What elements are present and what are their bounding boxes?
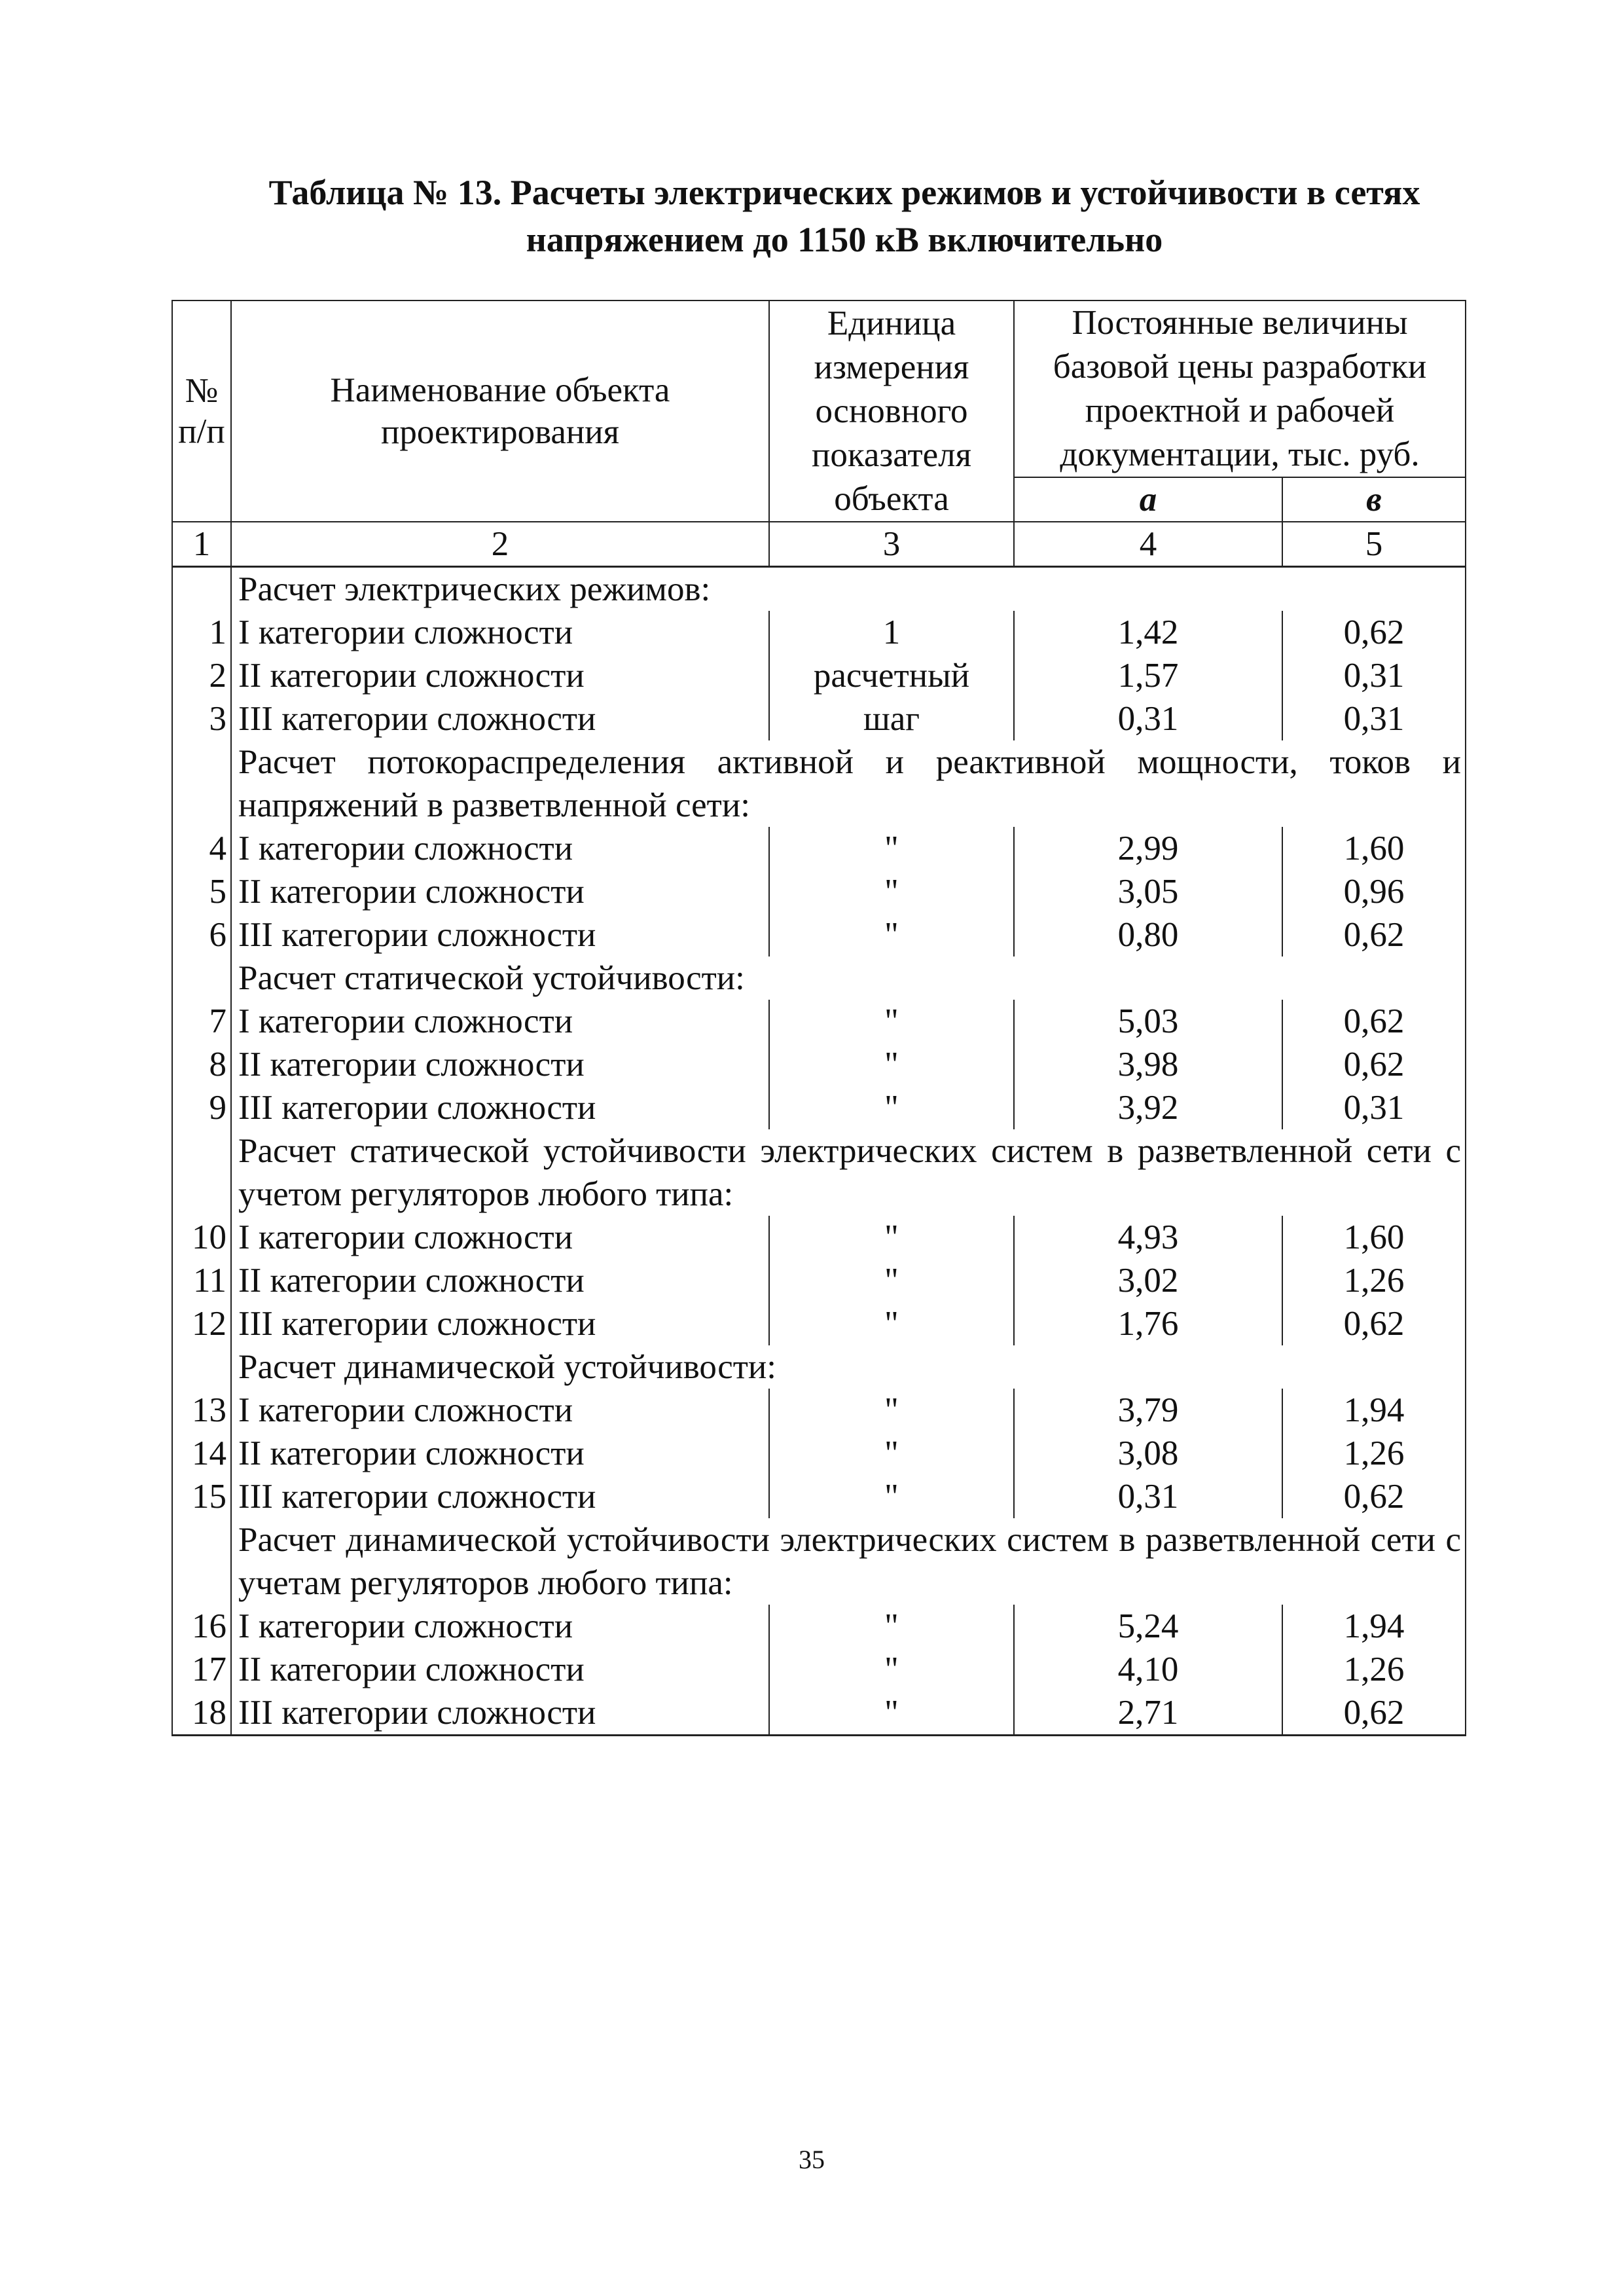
row-name: II категории сложности	[231, 870, 769, 913]
row-value-a: 3,05	[1014, 870, 1282, 913]
group-number-cell	[172, 1345, 231, 1389]
column-number: 1	[172, 522, 231, 567]
table-row	[172, 1216, 1466, 1259]
row-value-a: 0,31	[1014, 1475, 1282, 1518]
row-value-a: 2,99	[1014, 827, 1282, 870]
row-unit: "	[769, 1302, 1014, 1345]
row-name: II категории сложности	[231, 654, 769, 697]
group-title-row	[172, 1129, 1466, 1216]
row-name: III категории сложности	[231, 697, 769, 740]
row-unit: "	[769, 1475, 1014, 1518]
row-number: 2	[172, 654, 231, 697]
group-title-row	[172, 1345, 1466, 1389]
row-name: I категории сложности	[231, 827, 769, 870]
group-number-cell	[172, 1518, 231, 1605]
row-unit: "	[769, 827, 1014, 870]
row-value-b: 0,62	[1282, 1302, 1466, 1345]
row-value-b: 0,62	[1282, 1691, 1466, 1736]
table-row	[172, 1000, 1466, 1043]
row-value-b: 0,31	[1282, 654, 1466, 697]
row-name: I категории сложности	[231, 1000, 769, 1043]
row-unit: "	[769, 870, 1014, 913]
column-number: 2	[231, 522, 769, 567]
row-value-b: 0,31	[1282, 697, 1466, 740]
row-number: 7	[172, 1000, 231, 1043]
row-number: 1	[172, 611, 231, 654]
group-title: Расчет динамической устойчивости:	[231, 1345, 1466, 1389]
group-title: Расчет электрических режимов:	[231, 567, 1466, 611]
table-row	[172, 697, 1466, 740]
row-unit: 1	[769, 611, 1014, 654]
row-number: 12	[172, 1302, 231, 1345]
row-value-a: 1,57	[1014, 654, 1282, 697]
row-value-a: 1,76	[1014, 1302, 1282, 1345]
row-name: I категории сложности	[231, 611, 769, 654]
row-value-b: 1,94	[1282, 1389, 1466, 1432]
row-value-a: 5,24	[1014, 1605, 1282, 1648]
row-name: III категории сложности	[231, 1475, 769, 1518]
row-value-b: 0,62	[1282, 611, 1466, 654]
column-number: 3	[769, 522, 1014, 567]
table-row	[172, 1086, 1466, 1129]
header-col-b: в	[1282, 477, 1466, 522]
row-value-a: 3,08	[1014, 1432, 1282, 1475]
row-unit: "	[769, 1043, 1014, 1086]
row-unit: "	[769, 1000, 1014, 1043]
table-row	[172, 654, 1466, 697]
row-value-b: 1,26	[1282, 1259, 1466, 1302]
group-title-row	[172, 567, 1466, 611]
column-number: 4	[1014, 522, 1282, 567]
group-title-row	[172, 957, 1466, 1000]
table-row	[172, 1648, 1466, 1691]
row-value-a: 1,42	[1014, 611, 1282, 654]
table-title	[131, 169, 1558, 263]
row-unit: "	[769, 1648, 1014, 1691]
group-number-cell	[172, 957, 231, 1000]
row-value-a: 3,02	[1014, 1259, 1282, 1302]
price-table	[171, 300, 1466, 1736]
row-number: 11	[172, 1259, 231, 1302]
row-value-a: 3,98	[1014, 1043, 1282, 1086]
row-value-b: 0,62	[1282, 913, 1466, 957]
row-value-b: 1,26	[1282, 1432, 1466, 1475]
row-number: 18	[172, 1691, 231, 1736]
table-row	[172, 1043, 1466, 1086]
table-row	[172, 1691, 1466, 1736]
row-number: 16	[172, 1605, 231, 1648]
row-value-a: 3,92	[1014, 1086, 1282, 1129]
row-number: 9	[172, 1086, 231, 1129]
row-number: 3	[172, 697, 231, 740]
row-number: 13	[172, 1389, 231, 1432]
table-title-line-2: напряжением до 1150 кВ включительно	[526, 220, 1163, 259]
row-number: 14	[172, 1432, 231, 1475]
row-value-b: 0,96	[1282, 870, 1466, 913]
column-number: 5	[1282, 522, 1466, 567]
row-unit: шаг	[769, 697, 1014, 740]
row-value-b: 1,94	[1282, 1605, 1466, 1648]
header-col-a: а	[1014, 477, 1282, 522]
row-unit: "	[769, 913, 1014, 957]
row-unit: "	[769, 1691, 1014, 1736]
row-value-a: 2,71	[1014, 1691, 1282, 1736]
table-row	[172, 870, 1466, 913]
row-name: I категории сложности	[231, 1216, 769, 1259]
row-name: II категории сложности	[231, 1648, 769, 1691]
row-number: 8	[172, 1043, 231, 1086]
row-unit: "	[769, 1605, 1014, 1648]
row-name: III категории сложности	[231, 1691, 769, 1736]
table-row	[172, 1432, 1466, 1475]
table-row	[172, 1605, 1466, 1648]
row-number: 17	[172, 1648, 231, 1691]
row-unit: расчетный	[769, 654, 1014, 697]
row-number: 6	[172, 913, 231, 957]
row-value-a: 0,31	[1014, 697, 1282, 740]
row-unit: "	[769, 1086, 1014, 1129]
row-number: 10	[172, 1216, 231, 1259]
row-name: I категории сложности	[231, 1389, 769, 1432]
group-title: Расчет статической устойчивости:	[231, 957, 1466, 1000]
row-unit: "	[769, 1259, 1014, 1302]
row-unit: "	[769, 1216, 1014, 1259]
row-name: II категории сложности	[231, 1259, 769, 1302]
group-number-cell	[172, 567, 231, 611]
row-value-b: 1,60	[1282, 827, 1466, 870]
row-name: III категории сложности	[231, 913, 769, 957]
row-value-b: 0,62	[1282, 1043, 1466, 1086]
row-name: II категории сложности	[231, 1432, 769, 1475]
row-name: III категории сложности	[231, 1302, 769, 1345]
row-value-b: 0,62	[1282, 1000, 1466, 1043]
page-number: 35	[799, 2145, 825, 2174]
group-title-row	[172, 740, 1466, 827]
column-number-row	[172, 522, 1466, 567]
row-value-a: 3,79	[1014, 1389, 1282, 1432]
row-value-a: 4,10	[1014, 1648, 1282, 1691]
table-row	[172, 827, 1466, 870]
table-row	[172, 1475, 1466, 1518]
table-row	[172, 913, 1466, 957]
group-title: Расчет динамической устойчивости электрических систем в разветвленной сети с учетам регуляторов любого типа:	[231, 1518, 1466, 1605]
row-name: I категории сложности	[231, 1605, 769, 1648]
table-row	[172, 1259, 1466, 1302]
row-value-b: 1,26	[1282, 1648, 1466, 1691]
table-title-line-1: Таблица № 13. Расчеты электрических режимов и устойчивости в сетях	[268, 173, 1420, 212]
table-row	[172, 1302, 1466, 1345]
row-value-b: 0,62	[1282, 1475, 1466, 1518]
group-title: Расчет статической устойчивости электрических систем в разветвленной сети с учетом регуляторов любого типа:	[231, 1129, 1466, 1216]
row-value-b: 1,60	[1282, 1216, 1466, 1259]
row-value-a: 0,80	[1014, 913, 1282, 957]
group-number-cell	[172, 740, 231, 827]
table-row	[172, 611, 1466, 654]
row-value-b: 0,31	[1282, 1086, 1466, 1129]
header-unit: Единица измерения основного показателя объекта	[769, 301, 1014, 522]
header-number: № п/п	[172, 301, 231, 522]
group-title: Расчет потокораспределения активной и реактивной мощности, токов и напряжений в разветвленной сети:	[231, 740, 1466, 827]
row-name: II категории сложности	[231, 1043, 769, 1086]
row-name: III категории сложности	[231, 1086, 769, 1129]
row-number: 4	[172, 827, 231, 870]
group-title-row	[172, 1518, 1466, 1605]
row-value-a: 4,93	[1014, 1216, 1282, 1259]
header-row	[172, 301, 1466, 477]
header-object-name: Наименование объекта проектирования	[231, 301, 769, 522]
row-number: 5	[172, 870, 231, 913]
group-number-cell	[172, 1129, 231, 1216]
table-row	[172, 1389, 1466, 1432]
row-value-a: 5,03	[1014, 1000, 1282, 1043]
row-number: 15	[172, 1475, 231, 1518]
row-unit: "	[769, 1389, 1014, 1432]
header-constants: Постоянные величины базовой цены разработки проектной и рабочей документации, тыс. руб.	[1014, 301, 1466, 477]
row-unit: "	[769, 1432, 1014, 1475]
